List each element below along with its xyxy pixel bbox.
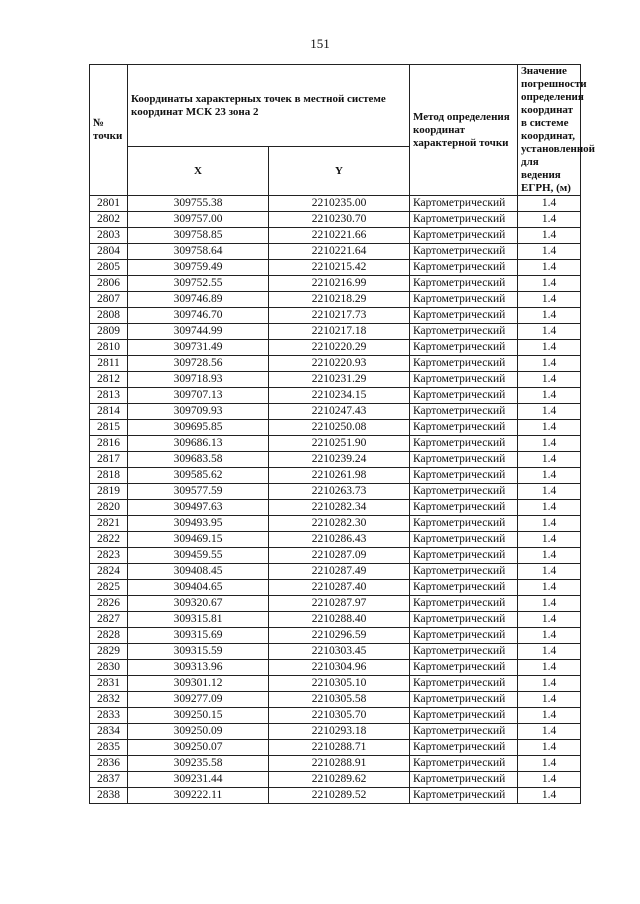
cell-y: 2210288.91 bbox=[269, 756, 410, 772]
cell-method: Картометрический bbox=[410, 324, 518, 340]
cell-point-number: 2820 bbox=[90, 500, 128, 516]
cell-y: 2210289.62 bbox=[269, 772, 410, 788]
cell-method: Картометрический bbox=[410, 468, 518, 484]
cell-method: Картометрический bbox=[410, 564, 518, 580]
cell-point-number: 2806 bbox=[90, 276, 128, 292]
cell-method: Картометрический bbox=[410, 692, 518, 708]
table-row bbox=[90, 484, 581, 500]
table-row bbox=[90, 596, 581, 612]
header-method: Метод определения координат характерной точки bbox=[410, 65, 518, 196]
cell-accuracy: 1.4 bbox=[518, 612, 581, 628]
table-row bbox=[90, 772, 581, 788]
cell-y: 2210288.71 bbox=[269, 740, 410, 756]
cell-x: 309408.45 bbox=[128, 564, 269, 580]
cell-accuracy: 1.4 bbox=[518, 580, 581, 596]
table-row bbox=[90, 740, 581, 756]
cell-accuracy: 1.4 bbox=[518, 420, 581, 436]
cell-point-number: 2827 bbox=[90, 612, 128, 628]
table-row bbox=[90, 372, 581, 388]
table-row bbox=[90, 788, 581, 804]
cell-point-number: 2818 bbox=[90, 468, 128, 484]
cell-point-number: 2815 bbox=[90, 420, 128, 436]
cell-method: Картометрический bbox=[410, 628, 518, 644]
cell-point-number: 2808 bbox=[90, 308, 128, 324]
cell-method: Картометрический bbox=[410, 644, 518, 660]
cell-method: Картометрический bbox=[410, 244, 518, 260]
cell-method: Картометрический bbox=[410, 532, 518, 548]
cell-x: 309746.70 bbox=[128, 308, 269, 324]
cell-point-number: 2824 bbox=[90, 564, 128, 580]
cell-y: 2210216.99 bbox=[269, 276, 410, 292]
header-coordinates-group: Координаты характерных точек в местной системе координат МСК 23 зона 2 bbox=[128, 65, 410, 147]
table-row bbox=[90, 756, 581, 772]
cell-x: 309250.09 bbox=[128, 724, 269, 740]
table-row bbox=[90, 452, 581, 468]
cell-point-number: 2813 bbox=[90, 388, 128, 404]
table-row bbox=[90, 516, 581, 532]
cell-x: 309718.93 bbox=[128, 372, 269, 388]
table-row bbox=[90, 212, 581, 228]
cell-accuracy: 1.4 bbox=[518, 676, 581, 692]
cell-point-number: 2834 bbox=[90, 724, 128, 740]
cell-method: Картометрический bbox=[410, 228, 518, 244]
cell-point-number: 2823 bbox=[90, 548, 128, 564]
cell-x: 309315.81 bbox=[128, 612, 269, 628]
cell-y: 2210251.90 bbox=[269, 436, 410, 452]
table-row bbox=[90, 276, 581, 292]
cell-point-number: 2810 bbox=[90, 340, 128, 356]
page-number: 151 bbox=[310, 36, 330, 51]
cell-method: Картометрический bbox=[410, 724, 518, 740]
cell-point-number: 2829 bbox=[90, 644, 128, 660]
cell-method: Картометрический bbox=[410, 676, 518, 692]
coordinates-table bbox=[89, 64, 596, 804]
cell-accuracy: 1.4 bbox=[518, 756, 581, 772]
cell-accuracy: 1.4 bbox=[518, 772, 581, 788]
cell-method: Картометрический bbox=[410, 436, 518, 452]
cell-accuracy: 1.4 bbox=[518, 692, 581, 708]
cell-x: 309757.00 bbox=[128, 212, 269, 228]
cell-method: Картометрический bbox=[410, 276, 518, 292]
cell-y: 2210215.42 bbox=[269, 260, 410, 276]
cell-method: Картометрический bbox=[410, 340, 518, 356]
cell-y: 2210250.08 bbox=[269, 420, 410, 436]
cell-accuracy: 1.4 bbox=[518, 452, 581, 468]
table-row bbox=[90, 644, 581, 660]
cell-x: 309231.44 bbox=[128, 772, 269, 788]
table-row bbox=[90, 436, 581, 452]
cell-method: Картометрический bbox=[410, 420, 518, 436]
cell-point-number: 2809 bbox=[90, 324, 128, 340]
cell-point-number: 2822 bbox=[90, 532, 128, 548]
cell-x: 309746.89 bbox=[128, 292, 269, 308]
cell-accuracy: 1.4 bbox=[518, 500, 581, 516]
table-row bbox=[90, 628, 581, 644]
table-row bbox=[90, 404, 581, 420]
cell-point-number: 2811 bbox=[90, 356, 128, 372]
cell-point-number: 2836 bbox=[90, 756, 128, 772]
table-row bbox=[90, 420, 581, 436]
cell-accuracy: 1.4 bbox=[518, 308, 581, 324]
cell-accuracy: 1.4 bbox=[518, 196, 581, 212]
cell-point-number: 2812 bbox=[90, 372, 128, 388]
cell-accuracy: 1.4 bbox=[518, 212, 581, 228]
cell-x: 309235.58 bbox=[128, 756, 269, 772]
cell-accuracy: 1.4 bbox=[518, 660, 581, 676]
cell-y: 2210305.58 bbox=[269, 692, 410, 708]
cell-y: 2210217.18 bbox=[269, 324, 410, 340]
cell-point-number: 2837 bbox=[90, 772, 128, 788]
cell-x: 309585.62 bbox=[128, 468, 269, 484]
cell-y: 2210282.34 bbox=[269, 500, 410, 516]
cell-accuracy: 1.4 bbox=[518, 276, 581, 292]
table-row bbox=[90, 612, 581, 628]
cell-point-number: 2838 bbox=[90, 788, 128, 804]
cell-y: 2210286.43 bbox=[269, 532, 410, 548]
cell-point-number: 2832 bbox=[90, 692, 128, 708]
cell-x: 309277.09 bbox=[128, 692, 269, 708]
cell-x: 309301.12 bbox=[128, 676, 269, 692]
cell-point-number: 2835 bbox=[90, 740, 128, 756]
cell-accuracy: 1.4 bbox=[518, 404, 581, 420]
table-header bbox=[90, 65, 596, 196]
cell-x: 309493.95 bbox=[128, 516, 269, 532]
cell-y: 2210305.70 bbox=[269, 708, 410, 724]
cell-accuracy: 1.4 bbox=[518, 564, 581, 580]
cell-accuracy: 1.4 bbox=[518, 436, 581, 452]
table-row bbox=[90, 468, 581, 484]
cell-point-number: 2821 bbox=[90, 516, 128, 532]
cell-method: Картометрический bbox=[410, 516, 518, 532]
cell-point-number: 2825 bbox=[90, 580, 128, 596]
cell-x: 309577.59 bbox=[128, 484, 269, 500]
cell-method: Картометрический bbox=[410, 740, 518, 756]
table-row bbox=[90, 324, 581, 340]
cell-method: Картометрический bbox=[410, 772, 518, 788]
table-body bbox=[90, 196, 581, 804]
cell-point-number: 2804 bbox=[90, 244, 128, 260]
table-row bbox=[90, 548, 581, 564]
cell-x: 309250.07 bbox=[128, 740, 269, 756]
cell-accuracy: 1.4 bbox=[518, 516, 581, 532]
cell-y: 2210304.96 bbox=[269, 660, 410, 676]
cell-x: 309250.15 bbox=[128, 708, 269, 724]
cell-x: 309315.59 bbox=[128, 644, 269, 660]
cell-method: Картометрический bbox=[410, 308, 518, 324]
table-row bbox=[90, 724, 581, 740]
table-row bbox=[90, 196, 581, 212]
table-row bbox=[90, 532, 581, 548]
cell-method: Картометрический bbox=[410, 388, 518, 404]
cell-accuracy: 1.4 bbox=[518, 372, 581, 388]
table-row bbox=[90, 308, 581, 324]
cell-accuracy: 1.4 bbox=[518, 388, 581, 404]
cell-y: 2210289.52 bbox=[269, 788, 410, 804]
cell-y: 2210234.15 bbox=[269, 388, 410, 404]
cell-method: Картометрический bbox=[410, 500, 518, 516]
cell-method: Картометрический bbox=[410, 788, 518, 804]
cell-x: 309731.49 bbox=[128, 340, 269, 356]
cell-point-number: 2819 bbox=[90, 484, 128, 500]
header-accuracy: Значение погрешности определения координат в системе координат, установленной для ведения ЕГРН, (м) bbox=[518, 65, 581, 196]
cell-y: 2210293.18 bbox=[269, 724, 410, 740]
header-y: Y bbox=[269, 147, 410, 196]
table-row bbox=[90, 244, 581, 260]
cell-y: 2210303.45 bbox=[269, 644, 410, 660]
cell-method: Картометрический bbox=[410, 404, 518, 420]
cell-accuracy: 1.4 bbox=[518, 340, 581, 356]
table-row bbox=[90, 388, 581, 404]
cell-method: Картометрический bbox=[410, 756, 518, 772]
cell-y: 2210218.29 bbox=[269, 292, 410, 308]
cell-y: 2210220.29 bbox=[269, 340, 410, 356]
cell-y: 2210287.40 bbox=[269, 580, 410, 596]
cell-y: 2210288.40 bbox=[269, 612, 410, 628]
cell-point-number: 2817 bbox=[90, 452, 128, 468]
cell-x: 309752.55 bbox=[128, 276, 269, 292]
cell-y: 2210235.00 bbox=[269, 196, 410, 212]
cell-y: 2210221.64 bbox=[269, 244, 410, 260]
table-row bbox=[90, 564, 581, 580]
cell-accuracy: 1.4 bbox=[518, 468, 581, 484]
cell-x: 309459.55 bbox=[128, 548, 269, 564]
cell-point-number: 2803 bbox=[90, 228, 128, 244]
cell-x: 309683.58 bbox=[128, 452, 269, 468]
cell-method: Картометрический bbox=[410, 292, 518, 308]
cell-method: Картометрический bbox=[410, 356, 518, 372]
header-x: X bbox=[128, 147, 269, 196]
cell-y: 2210221.66 bbox=[269, 228, 410, 244]
cell-accuracy: 1.4 bbox=[518, 740, 581, 756]
cell-point-number: 2831 bbox=[90, 676, 128, 692]
cell-accuracy: 1.4 bbox=[518, 228, 581, 244]
cell-x: 309497.63 bbox=[128, 500, 269, 516]
cell-x: 309469.15 bbox=[128, 532, 269, 548]
cell-y: 2210305.10 bbox=[269, 676, 410, 692]
cell-y: 2210287.97 bbox=[269, 596, 410, 612]
cell-y: 2210287.09 bbox=[269, 548, 410, 564]
cell-method: Картометрический bbox=[410, 660, 518, 676]
table-row bbox=[90, 660, 581, 676]
cell-y: 2210261.98 bbox=[269, 468, 410, 484]
cell-method: Картометрический bbox=[410, 612, 518, 628]
cell-x: 309313.96 bbox=[128, 660, 269, 676]
cell-x: 309709.93 bbox=[128, 404, 269, 420]
cell-method: Картометрический bbox=[410, 708, 518, 724]
cell-method: Картометрический bbox=[410, 452, 518, 468]
cell-x: 309686.13 bbox=[128, 436, 269, 452]
cell-y: 2210220.93 bbox=[269, 356, 410, 372]
cell-accuracy: 1.4 bbox=[518, 532, 581, 548]
cell-method: Картометрический bbox=[410, 548, 518, 564]
cell-accuracy: 1.4 bbox=[518, 260, 581, 276]
cell-y: 2210239.24 bbox=[269, 452, 410, 468]
cell-accuracy: 1.4 bbox=[518, 356, 581, 372]
cell-y: 2210217.73 bbox=[269, 308, 410, 324]
cell-accuracy: 1.4 bbox=[518, 644, 581, 660]
cell-x: 309222.11 bbox=[128, 788, 269, 804]
cell-y: 2210247.43 bbox=[269, 404, 410, 420]
cell-point-number: 2801 bbox=[90, 196, 128, 212]
cell-x: 309755.38 bbox=[128, 196, 269, 212]
cell-accuracy: 1.4 bbox=[518, 292, 581, 308]
cell-accuracy: 1.4 bbox=[518, 484, 581, 500]
cell-x: 309404.65 bbox=[128, 580, 269, 596]
cell-y: 2210282.30 bbox=[269, 516, 410, 532]
cell-accuracy: 1.4 bbox=[518, 548, 581, 564]
cell-point-number: 2805 bbox=[90, 260, 128, 276]
cell-y: 2210230.70 bbox=[269, 212, 410, 228]
table-row bbox=[90, 580, 581, 596]
cell-method: Картометрический bbox=[410, 212, 518, 228]
table-row bbox=[90, 356, 581, 372]
cell-x: 309320.67 bbox=[128, 596, 269, 612]
cell-accuracy: 1.4 bbox=[518, 628, 581, 644]
header-point-number: № точки bbox=[90, 65, 128, 196]
table-row bbox=[90, 260, 581, 276]
cell-accuracy: 1.4 bbox=[518, 724, 581, 740]
cell-y: 2210287.49 bbox=[269, 564, 410, 580]
cell-method: Картометрический bbox=[410, 484, 518, 500]
cell-accuracy: 1.4 bbox=[518, 788, 581, 804]
cell-x: 309707.13 bbox=[128, 388, 269, 404]
cell-method: Картометрический bbox=[410, 372, 518, 388]
cell-method: Картометрический bbox=[410, 596, 518, 612]
cell-point-number: 2830 bbox=[90, 660, 128, 676]
cell-accuracy: 1.4 bbox=[518, 244, 581, 260]
table-row bbox=[90, 676, 581, 692]
cell-x: 309758.85 bbox=[128, 228, 269, 244]
cell-x: 309695.85 bbox=[128, 420, 269, 436]
cell-x: 309758.64 bbox=[128, 244, 269, 260]
cell-method: Картометрический bbox=[410, 580, 518, 596]
cell-method: Картометрический bbox=[410, 196, 518, 212]
cell-y: 2210263.73 bbox=[269, 484, 410, 500]
cell-accuracy: 1.4 bbox=[518, 324, 581, 340]
cell-point-number: 2816 bbox=[90, 436, 128, 452]
cell-point-number: 2802 bbox=[90, 212, 128, 228]
cell-accuracy: 1.4 bbox=[518, 596, 581, 612]
cell-method: Картометрический bbox=[410, 260, 518, 276]
table-row bbox=[90, 340, 581, 356]
cell-point-number: 2828 bbox=[90, 628, 128, 644]
cell-x: 309315.69 bbox=[128, 628, 269, 644]
cell-x: 309728.56 bbox=[128, 356, 269, 372]
table-row bbox=[90, 292, 581, 308]
table-row bbox=[90, 228, 581, 244]
table-row bbox=[90, 692, 581, 708]
cell-point-number: 2833 bbox=[90, 708, 128, 724]
cell-point-number: 2807 bbox=[90, 292, 128, 308]
table-row bbox=[90, 500, 581, 516]
table-row bbox=[90, 708, 581, 724]
cell-point-number: 2814 bbox=[90, 404, 128, 420]
cell-accuracy: 1.4 bbox=[518, 708, 581, 724]
cell-x: 309744.99 bbox=[128, 324, 269, 340]
cell-y: 2210231.29 bbox=[269, 372, 410, 388]
cell-y: 2210296.59 bbox=[269, 628, 410, 644]
cell-point-number: 2826 bbox=[90, 596, 128, 612]
cell-x: 309759.49 bbox=[128, 260, 269, 276]
